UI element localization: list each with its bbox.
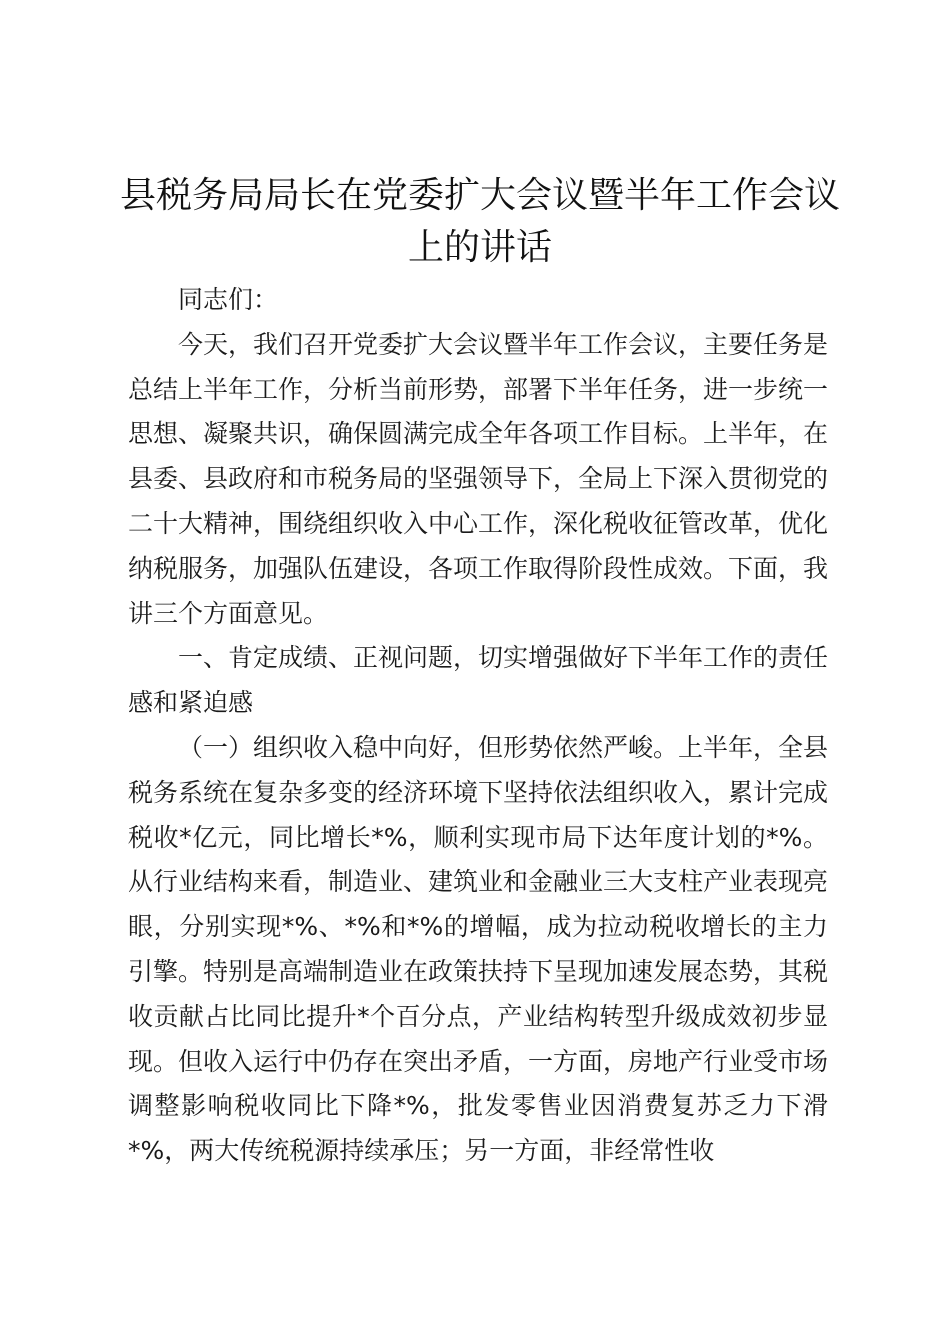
paragraph-revenue: （一）组织收入稳中向好，但形势依然严峻。上半年，全县税务系统在复杂多变的经济环境下坚持依法组织收入，累计完成税收*亿元，同比增长*%，顺利实现市局下达年度计划的*%。从行业结构来看，制造业、建筑业和金融业三大支柱产业表现亮眼，分别实现*%、*%和*%的增幅，成为拉动税收增长的主力引擎。特别是高端制造业在政策扶持下呈现加速发展态势，其税收贡献占比同比提升*个百分点，产业结构转型升级成效初步显现。但收入运行中仍存在突出矛盾，一方面，房地产行业受市场调整影响税收同比下降*%，批发零售业因消费复苏乏力下滑*%，两大传统税源持续承压；另一方面，非经常性收 — [128, 732, 829, 1166]
salutation: 同志们： — [178, 285, 279, 314]
document-body — [128, 278, 828, 1174]
section-heading-1: 一、肯定成绩、正视问题，切实增强做好下半年工作的责任感和紧迫感 — [128, 643, 829, 718]
document-title: 县税务局局长在党委扩大会议暨半年工作会议上的讲话 — [119, 175, 840, 268]
paragraph-intro: 今天，我们召开党委扩大会议暨半年工作会议，主要任务是总结上半年工作，分析当前形势，部署下半年任务，进一步统一思想、凝聚共识，确保圆满完成全年各项工作目标。上半年，在县委、县政府和市税务局的坚强领导下，全局上下深入贯彻党的二十大精神，围绕组织收入中心工作，深化税收征管改革，优化纳税服务，加强队伍建设，各项工作取得阶段性成效。下面，我讲三个方面意见。 — [128, 329, 829, 628]
